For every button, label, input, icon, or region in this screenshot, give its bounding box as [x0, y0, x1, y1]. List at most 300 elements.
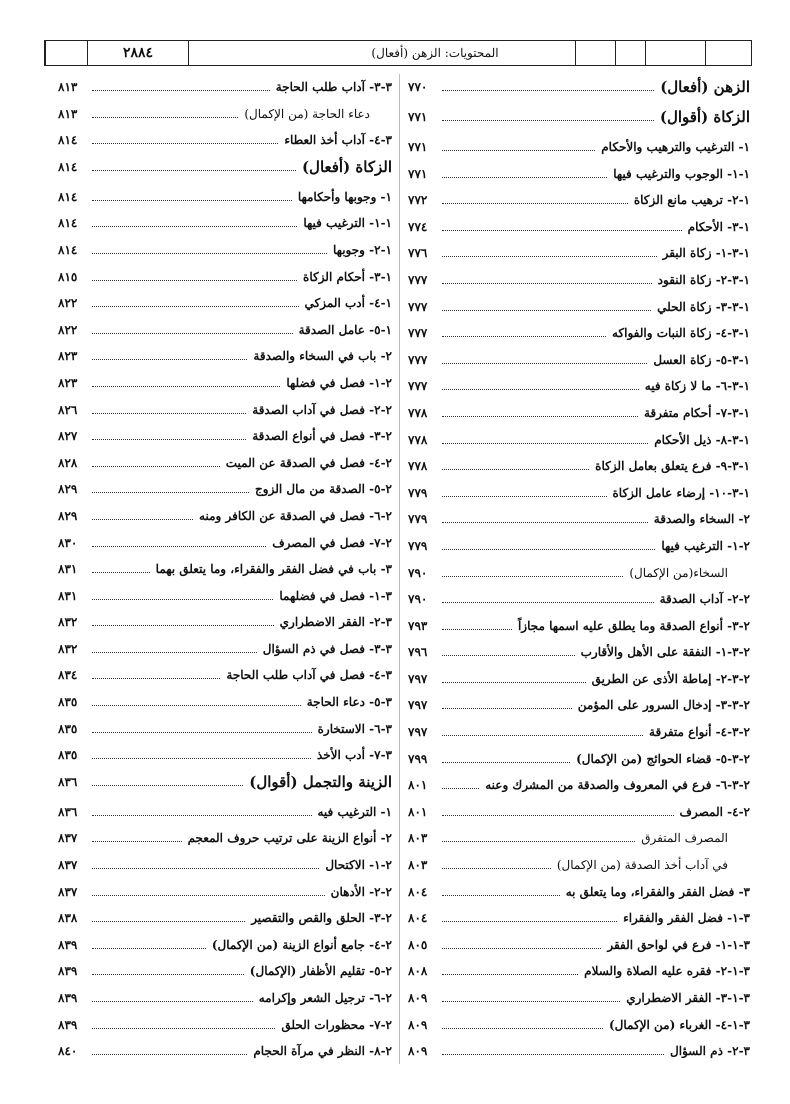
toc-entry [408, 320, 750, 347]
toc-entry-page: ٨٣٧ [58, 831, 78, 846]
page-header [44, 40, 752, 66]
toc-entry-page: ٧٧١ [408, 140, 428, 154]
toc-entry-page: ٨١٤ [58, 189, 78, 204]
toc-entry-page: ٧٩٠ [408, 565, 428, 580]
toc-entry-title: ١-٣-٨- ذيل الأحكام [654, 432, 750, 447]
leader-dots [92, 948, 206, 949]
toc-entry-title: ٢-١- الترغيب فيها [661, 538, 750, 553]
leader-dots [92, 226, 297, 227]
toc-entry [58, 237, 392, 264]
toc-entry [408, 692, 750, 719]
toc-entry [58, 530, 392, 557]
toc-entry [58, 210, 392, 237]
leader-dots [92, 815, 312, 816]
toc-entry [58, 317, 392, 344]
toc-entry-title: ١-٣- الأحكام [687, 219, 750, 234]
toc-entry [58, 716, 392, 743]
toc-left-column [58, 74, 392, 1065]
leader-dots [92, 280, 297, 281]
toc-entry-page: ٧٧٧ [408, 352, 428, 367]
leader-dots [92, 306, 299, 307]
toc-entry-title: ٢-٣-٤- أنواع متفرقة [649, 725, 750, 740]
toc-entry [408, 586, 750, 613]
toc-entry-title: ١-٣-٤- زكاة النبات والفواكه [611, 326, 750, 341]
leader-dots [442, 443, 648, 444]
leader-dots [442, 602, 654, 603]
toc-entry [408, 639, 750, 666]
toc-entry-page: ٨١٥ [58, 269, 78, 284]
toc-entry [58, 343, 392, 370]
toc-entry-title: ٣-١-٢- فقره عليه الصلاة والسلام [584, 964, 750, 979]
toc-entry [58, 264, 392, 291]
leader-dots [92, 143, 278, 144]
leader-dots [92, 519, 193, 520]
toc-entry [408, 74, 750, 104]
leader-dots [92, 921, 245, 922]
toc-entry-page: ٨٠٣ [408, 858, 428, 873]
toc-entry-page: ٧٧٨ [408, 432, 428, 447]
leader-dots [442, 1028, 603, 1029]
leader-dots [92, 841, 182, 842]
toc-entry [408, 480, 750, 507]
toc-entry [58, 609, 392, 636]
toc-entry-page: ٨٣٧ [58, 884, 78, 899]
toc-entry [408, 825, 750, 852]
toc-entry-title: ٣- فضل الفقر والفقراء، وما يتعلق به [565, 884, 750, 899]
toc-entry [408, 161, 750, 188]
leader-dots [442, 283, 652, 284]
toc-entry-page: ٨٤٠ [58, 1044, 78, 1059]
toc-entry [408, 799, 750, 826]
toc-entry-title: ٣-٢- الفقر الاضطراري [279, 615, 392, 630]
toc-entry-page: ٨٣٥ [58, 748, 78, 763]
toc-entry [408, 958, 750, 985]
toc-entry-title: ١-٣-١٠- إرضاء عامل الزكاة [612, 485, 750, 500]
toc-entry [408, 400, 750, 427]
leader-dots [442, 522, 648, 523]
toc-entry [58, 636, 392, 663]
toc-entry [58, 154, 392, 184]
toc-entry-title: ٢-٣- أنواع الصدقة وما يطلق عليه اسمها مجازاً [517, 618, 750, 633]
toc-entry-title: ٢-٢- فصل في آداب الصدقة [252, 402, 392, 417]
toc-entry [408, 852, 750, 879]
toc-entry [408, 613, 750, 640]
toc-entry [408, 905, 750, 932]
toc-entry [408, 104, 750, 134]
toc-entry-page: ٨١٤ [58, 133, 78, 148]
leader-dots [442, 549, 655, 550]
toc-entry-page: ٨٣٤ [58, 668, 78, 683]
toc-entry [58, 290, 392, 317]
toc-entry-page: ٧٧٩ [408, 512, 428, 527]
toc-entry [58, 932, 392, 959]
leader-dots [92, 546, 266, 547]
leader-dots [92, 1001, 253, 1002]
toc-entry-title: ١- وجوبها وأحكامها [297, 189, 392, 204]
toc-entry-title: ٣-٧- أدب الأخذ [316, 748, 392, 763]
toc-entry-title: ١-١- الترغيب فيها [303, 216, 392, 231]
leader-dots [442, 416, 638, 417]
toc-entry-page: ٨١٤ [58, 242, 78, 257]
toc-entry [408, 1012, 750, 1039]
toc-entry-page: ٧٧٧ [408, 299, 428, 314]
toc-entry-title: ٢-٥- تقليم الأظفار (الإكمال) [249, 964, 392, 979]
toc-entry [408, 453, 750, 480]
toc-entry-page: ٨٣٩ [58, 1017, 78, 1032]
toc-entry-page: ٧٧٤ [408, 219, 428, 234]
toc-entry-title: ٢-٣-١- النفقة على الأهل والأقارب [580, 645, 750, 660]
toc-entry-page: ٨٢٧ [58, 429, 78, 444]
toc-entry-title: ١-٢- ترهيب مانع الزكاة [633, 193, 750, 208]
leader-dots [442, 629, 512, 630]
toc-entry [58, 583, 392, 610]
toc-entry [58, 370, 392, 397]
toc-entry-page: ٨٢٢ [58, 322, 78, 337]
toc-entry-title: في آداب أخذ الصدقة (من الإكمال) [556, 858, 728, 873]
toc-entry-title: ١-٣-٣- زكاة الحلي [657, 299, 750, 314]
toc-entry-page: ٧٧٩ [408, 485, 428, 500]
toc-entry-page: ٨٠٥ [408, 937, 428, 952]
leader-dots [442, 735, 643, 736]
toc-entry-page: ٨٠٩ [408, 1017, 428, 1032]
toc-entry [58, 74, 392, 101]
toc-entry-title: ١-٣-٦- ما لا زكاة فيه [644, 379, 750, 394]
toc-entry-title: ١-٥- عامل الصدقة [298, 322, 392, 337]
header-cell [45, 41, 46, 65]
leader-dots [92, 200, 292, 201]
toc-entry [58, 1038, 392, 1065]
toc-entry [58, 476, 392, 503]
toc-entry-page: ٧٩٩ [408, 751, 428, 766]
toc-entry-title: ٢- باب في السخاء والصدقة [253, 349, 392, 364]
toc-entry-page: ٨٠٩ [408, 1044, 428, 1059]
toc-entry [58, 101, 392, 128]
toc-entry-title: ١-٣-٩- فرع يتعلق بعامل الزكاة [595, 459, 750, 474]
toc-entry-title: ٢-٤- فصل في الصدقة عن الميت [225, 455, 392, 470]
toc-entry [58, 184, 392, 211]
toc-entry [408, 373, 750, 400]
toc-entry-title: ٢-٤- المصرف [679, 804, 750, 819]
leader-dots [92, 652, 257, 653]
toc-entry-title: ٢-٢- آداب الصدقة [659, 592, 750, 607]
toc-entry-page: ٨١٣ [58, 106, 78, 121]
toc-entry-page: ٧٩٠ [408, 592, 428, 607]
page-number: ٢٨٨٤ [87, 41, 189, 65]
leader-dots [92, 758, 311, 759]
leader-dots [92, 1028, 275, 1029]
leader-dots [442, 1054, 664, 1055]
toc-entry-page: ٧٧٨ [408, 405, 428, 420]
toc-entry-title: ٢-٣- الحلق والقص والتقصير [251, 911, 392, 926]
leader-dots [92, 895, 325, 896]
toc-entry-title: ٢-٣-٢- إماطة الأذى عن الطريق [591, 671, 750, 686]
toc-right-column [408, 74, 750, 1065]
toc-entry [408, 1038, 750, 1065]
toc-entry-page: ٧٩٧ [408, 671, 428, 686]
toc-entry-page: ٨٢٩ [58, 508, 78, 523]
header-cell [615, 41, 616, 65]
toc-entry-title: ١-١- الوجوب والترغيب فيها [613, 166, 750, 181]
toc-entry-title: ٢-٦- ترجيل الشعر وإكرامه [258, 991, 392, 1005]
leader-dots [92, 1054, 247, 1055]
toc-entry [408, 240, 750, 267]
toc-entry-page: ٨٣٦ [58, 774, 78, 789]
toc-entry-page: ٨٣٥ [58, 695, 78, 710]
toc-entry-title: ٢- أنواع الزينة على ترتيب حروف المعجم [187, 831, 392, 846]
leader-dots [442, 90, 654, 91]
toc-entry-title: ٢-٣-٥- قضاء الحوائج (من الإكمال) [576, 751, 750, 766]
leader-dots [442, 496, 607, 497]
toc-entry-title: ١-٣-٥- زكاة العسل [653, 352, 750, 367]
toc-entry-page: ٧٧٦ [408, 246, 428, 261]
toc-entry-page: ٨٢٦ [58, 402, 78, 417]
toc-entry-page: ٧٧٧ [408, 379, 428, 394]
toc-entry-page: ٧٧١ [408, 110, 428, 124]
toc-entry-title: ٣-١- فصل في فضلهما [279, 588, 392, 603]
toc-entry-page: ٨٠١ [408, 778, 428, 793]
toc-entry-title: ٢-٤- جامع أنواع الزينة (من الإكمال) [211, 937, 392, 952]
toc-entry-page: ٨٢٣ [58, 349, 78, 364]
toc-entry-page: ٨٢٢ [58, 296, 78, 311]
toc-entry-page: ٨١٤ [58, 216, 78, 231]
toc-entry [58, 985, 392, 1012]
leader-dots [442, 336, 606, 337]
toc-entry [408, 772, 750, 799]
leader-dots [442, 150, 595, 151]
leader-dots [92, 90, 270, 91]
toc-entry-page: ٨٣٥ [58, 721, 78, 736]
toc-entry-title: ٢-٧- فصل في المصرف [272, 535, 392, 550]
toc-entry [408, 719, 750, 746]
leader-dots [92, 333, 293, 334]
toc-entry-title: الزينة والتجمل (أقوال) [249, 772, 392, 791]
leader-dots [442, 576, 623, 577]
toc-entry-title: ٣-٤- فصل في آداب طلب الحاجة [226, 668, 392, 683]
toc-entry [58, 662, 392, 689]
leader-dots [442, 762, 570, 763]
leader-dots [92, 439, 246, 440]
leader-dots [442, 256, 657, 257]
toc-entry-title: المصرف المتفرق [641, 831, 728, 846]
toc-entry-page: ٧٧٧ [408, 326, 428, 341]
leader-dots [442, 788, 479, 789]
toc-entry-page: ٧٩٦ [408, 645, 428, 660]
leader-dots [442, 708, 572, 709]
toc-entry [58, 503, 392, 530]
toc-entry-title: الزكاة (أقوال) [659, 108, 750, 126]
toc-entry-title: ١-٢- وجوبها [333, 242, 392, 257]
toc-entry-title: ٢-٣-٦- فرع في المعروف والصدقة من المشرك وعنه [485, 778, 750, 793]
toc-entry [408, 187, 750, 214]
toc-entry-title: ٢-٣-٣- إدخال السرور على المؤمن [577, 698, 750, 713]
toc-entry-title: ٢-١- الاكتحال [325, 858, 392, 873]
leader-dots [92, 678, 220, 679]
toc-entry [408, 267, 750, 294]
toc-entry-page: ٨٢٣ [58, 375, 78, 390]
toc-entry [58, 825, 392, 852]
toc-entry-title: دعاء الحاجة (من الإكمال) [244, 106, 370, 121]
toc-entry-page: ٧٧٧ [408, 272, 428, 287]
toc-entry-page: ٨٠٤ [408, 911, 428, 926]
toc-entry-page: ٨٣٦ [58, 804, 78, 819]
leader-dots [442, 363, 647, 364]
toc-entry [408, 666, 750, 693]
toc-entry-title: ٣-٤- آداب أخذ العطاء [284, 133, 392, 148]
leader-dots [442, 682, 586, 683]
toc-entry-title: السخاء(من الإكمال) [629, 565, 728, 580]
toc-entry-page: ٨٠٣ [408, 831, 428, 846]
leader-dots [442, 310, 651, 311]
toc-entry [58, 769, 392, 799]
toc-entry-page: ٧٧٨ [408, 459, 428, 474]
toc-entry-title: ١-٤- أدب المزكي [304, 296, 392, 311]
leader-dots [442, 948, 601, 949]
toc-entry [58, 450, 392, 477]
toc-entry-page: ٧٩٧ [408, 725, 428, 740]
leader-dots [442, 921, 617, 922]
leader-dots [92, 974, 244, 975]
toc-entry-page: ٧٧٩ [408, 538, 428, 553]
toc-entry-page: ٨٣٧ [58, 858, 78, 873]
toc-entry-page: ٨٣١ [58, 562, 78, 577]
leader-dots [92, 492, 249, 493]
header-cell [705, 41, 706, 65]
leader-dots [442, 868, 551, 869]
toc-entry-page: ٨٠١ [408, 804, 428, 819]
leader-dots [92, 170, 296, 171]
toc-entry-title: ٣-١-٤- الغرباء (من الإكمال) [608, 1017, 750, 1032]
toc-entry-page: ٧٩٣ [408, 618, 428, 633]
toc-entry [408, 427, 750, 454]
leader-dots [92, 413, 246, 414]
toc-entry [408, 985, 750, 1012]
toc-entry [408, 746, 750, 773]
leader-dots [92, 868, 319, 869]
toc-entry-page: ٧٧٢ [408, 193, 428, 208]
toc-entry-page: ٨٢٩ [58, 482, 78, 497]
toc-entry [58, 852, 392, 879]
leader-dots [92, 117, 238, 118]
leader-dots [442, 1001, 620, 1002]
toc-entry-page: ٨٣٩ [58, 937, 78, 952]
leader-dots [92, 572, 150, 573]
toc-entry-page: ٨٠٨ [408, 964, 428, 979]
toc-entry-page: ٧٧١ [408, 166, 428, 181]
toc-entry-page: ٨٣١ [58, 588, 78, 603]
leader-dots [92, 599, 273, 600]
leader-dots [92, 359, 247, 360]
toc-entry [408, 347, 750, 374]
toc-entry-title: ٢-٦- فصل في الصدقة عن الكافر ومنه [199, 508, 392, 523]
toc-entry [408, 560, 750, 587]
toc-entry-title: ٢- السخاء والصدقة [653, 512, 750, 527]
header-cell [645, 41, 646, 65]
toc-entry [408, 533, 750, 560]
toc-entry-title: ٢-٣- فصل في أنواع الصدقة [252, 429, 392, 444]
toc-entry [408, 879, 750, 906]
toc-entry-title: ٢-١- فصل في فضلها [286, 375, 392, 390]
leader-dots [442, 895, 560, 896]
leader-dots [92, 466, 220, 467]
header-cell [575, 41, 576, 65]
toc-entry-title: ٢-٨- النظر في مرآة الحجام [253, 1044, 392, 1059]
toc-entry-page: ٨٠٩ [408, 991, 428, 1005]
leader-dots [92, 253, 327, 254]
toc-entry [58, 958, 392, 985]
leader-dots [442, 389, 639, 390]
toc-entry-title: ٣-١-٣- الفقر الاضطراري [626, 991, 750, 1005]
toc-entry-title: ٢-٧- محظورات الحلق [281, 1017, 392, 1032]
toc-entry [408, 506, 750, 533]
toc-entry-title: ٣- باب في فضل الفقر والفقراء، وما يتعلق بهما [155, 562, 392, 577]
toc-entry-title: ٣-٦- الاستخارة [317, 721, 392, 736]
toc-entry-title: ١-٣- أحكام الزكاة [303, 269, 392, 284]
toc-entry-title: ٣-٢- ذم السؤال [670, 1044, 750, 1059]
toc-entry [58, 556, 392, 583]
toc-entry-title: الزكاة (أفعال) [301, 157, 392, 176]
toc-entry [58, 742, 392, 769]
toc-entry-page: ٨٠٤ [408, 884, 428, 899]
toc-entry [58, 799, 392, 826]
leader-dots [442, 230, 682, 231]
toc-entry [58, 1012, 392, 1039]
toc-entry-page: ٨١٣ [58, 80, 78, 94]
toc-entry [58, 127, 392, 154]
toc-entry-title: ٣-٥- دعاء الحاجة [306, 695, 392, 710]
toc-entry-title: ٣-٣- آداب طلب الحاجة [275, 80, 392, 94]
toc-entry-page: ٨٣٩ [58, 991, 78, 1005]
leader-dots [92, 785, 243, 786]
toc-entry-page: ٨٢٨ [58, 455, 78, 470]
page-title: المحتويات: الزهن (أفعال) [371, 46, 499, 60]
leader-dots [442, 815, 674, 816]
toc-entry-title: ١- الترغيب والترهيب والأحكام [601, 140, 750, 154]
toc-entry [408, 214, 750, 241]
leader-dots [92, 705, 301, 706]
toc-entry-page: ٧٩٧ [408, 698, 428, 713]
column-divider [399, 74, 400, 1064]
leader-dots [442, 469, 589, 470]
leader-dots [92, 386, 280, 387]
toc-entry-page: ٨٣٨ [58, 911, 78, 926]
leader-dots [442, 655, 575, 656]
toc-entry-page: ٨٣٢ [58, 641, 78, 656]
toc-entry [408, 134, 750, 161]
leader-dots [442, 841, 635, 842]
toc-entry-title: ١- الترغيب فيه [317, 804, 392, 819]
leader-dots [442, 120, 654, 121]
toc-entry-page: ٨٣٢ [58, 615, 78, 630]
toc-entry [58, 879, 392, 906]
toc-entry-title: ٣-١- فضل الفقر والفقراء [623, 911, 750, 926]
toc-entry-title: ٢-٥- الصدقة من مال الزوج [255, 482, 392, 497]
toc-entry-page: ٨١٤ [58, 159, 78, 174]
toc-entry-title: ١-٣-١- زكاة البقر [662, 246, 750, 261]
toc-entry-page: ٧٧٠ [408, 80, 428, 94]
toc-entry-title: ٣-٣- فصل في ذم السؤال [262, 641, 392, 656]
toc-entry-page: ٨٣٠ [58, 535, 78, 550]
toc-entry-page: ٨٣٩ [58, 964, 78, 979]
toc-entry-title: ١-٣-٢- زكاة النقود [657, 272, 750, 287]
toc-entry [408, 932, 750, 959]
toc-entry-title: ١-٣-٧- أحكام متفرقة [643, 405, 750, 420]
leader-dots [442, 177, 607, 178]
toc-entry [58, 905, 392, 932]
toc-entry [408, 294, 750, 321]
toc-entry [58, 423, 392, 450]
leader-dots [92, 625, 274, 626]
toc-entry-title: الزهن (أفعال) [660, 78, 750, 96]
